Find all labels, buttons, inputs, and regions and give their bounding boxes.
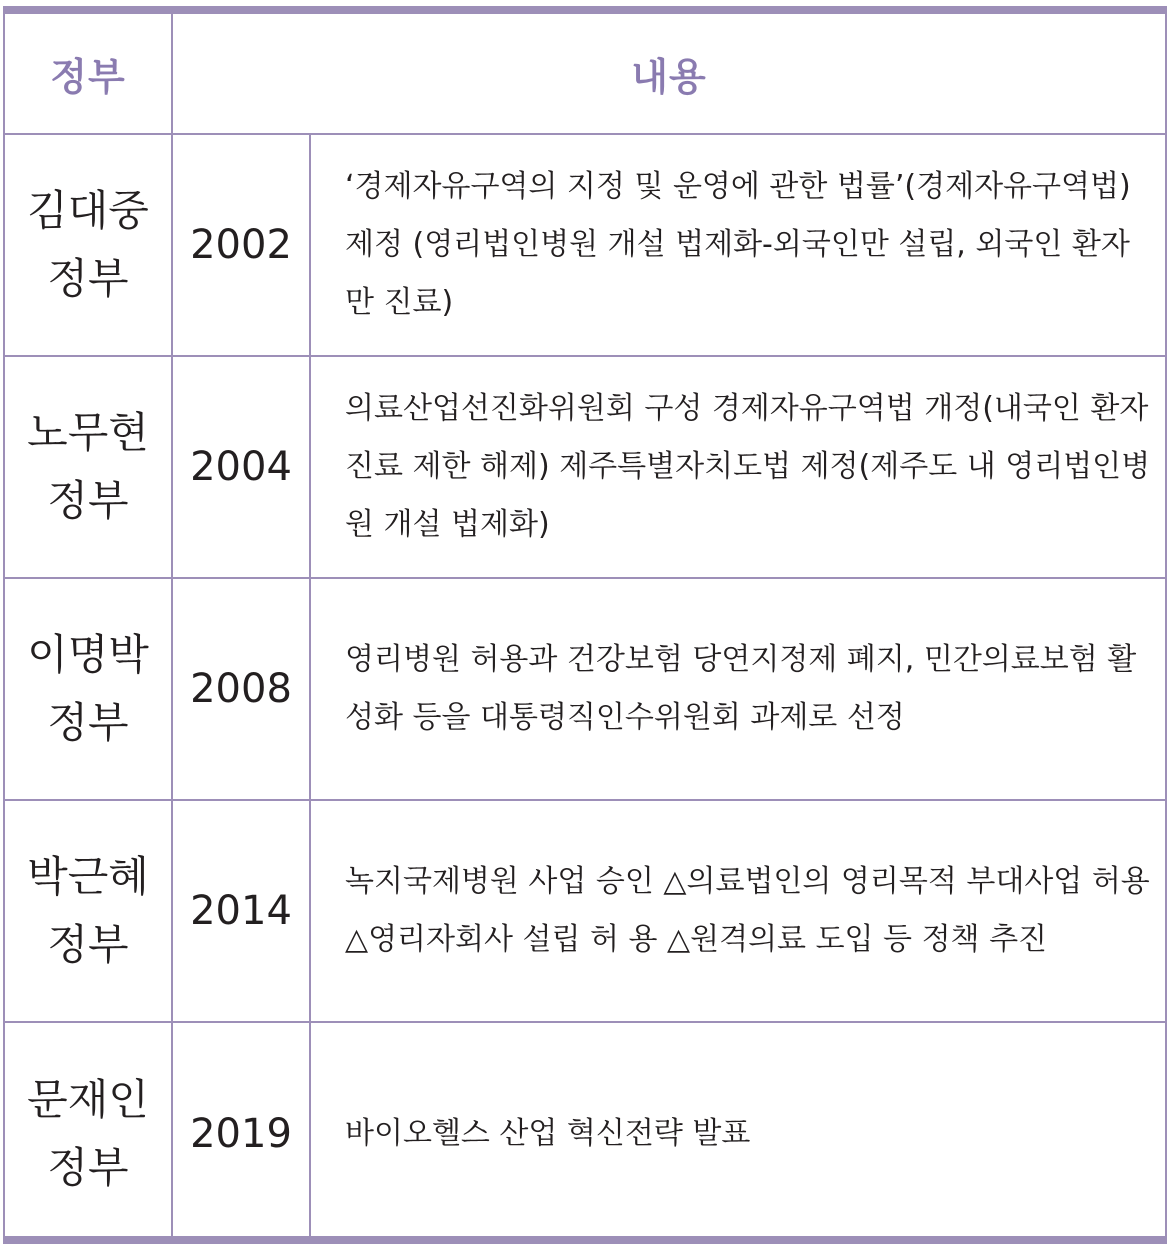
year-cell: 2004 (172, 356, 310, 578)
government-cell (5, 134, 172, 356)
table-row (5, 578, 1165, 800)
government-suffix: 정부 (47, 254, 129, 303)
content-cell: 녹지국제병원 사업 승인 △의료법인의 영리목적 부대사업 허용 △영리자회사 설립 허 용 △원격의료 도입 등 정책 추진 (310, 800, 1165, 1022)
year-cell: 2002 (172, 134, 310, 356)
government-name: 문재인 (27, 1074, 149, 1124)
content-cell: 의료산업선진화위원회 구성 경제자유구역법 개정(내국인 환자 진료 제한 해제) 제주특별자치도법 제정(제주도 내 영리법인병원 개설 법제화) (310, 356, 1165, 578)
government-cell (5, 356, 172, 578)
content-cell: 바이오헬스 산업 혁신전략 발표 (310, 1022, 1165, 1244)
government-name: 박근혜 (27, 852, 149, 901)
government-cell (5, 1022, 172, 1244)
government-suffix: 정부 (47, 476, 129, 525)
policy-table-container (3, 6, 1167, 1244)
year-cell: 2014 (172, 800, 310, 1022)
content-cell: 영리병원 허용과 건강보험 당연지정제 폐지, 민간의료보험 활 성화 등을 대통령직인수위원회 과제로 선정 (310, 578, 1165, 800)
government-name: 이명박 (27, 630, 149, 679)
content-cell: ‘경제자유구역의 지정 및 운영에 관한 법률’(경제자유구역법) 제정 (영리법인병원 개설 법제화-외국인만 설립, 외국인 환자 만 진료) (310, 134, 1165, 356)
table-row (5, 356, 1165, 578)
government-suffix: 정부 (47, 1142, 129, 1192)
table-row (5, 134, 1165, 356)
government-name: 노무현 (27, 408, 149, 457)
table-row (5, 800, 1165, 1022)
government-cell (5, 578, 172, 800)
year-cell: 2019 (172, 1022, 310, 1244)
year-cell: 2008 (172, 578, 310, 800)
header-row (5, 14, 1165, 134)
government-cell (5, 800, 172, 1022)
header-content: 내용 (172, 14, 1165, 134)
policy-table (5, 14, 1165, 1244)
government-suffix: 정부 (47, 920, 129, 969)
government-name: 김대중 (27, 186, 149, 235)
header-government: 정부 (5, 14, 172, 134)
government-suffix: 정부 (47, 698, 129, 747)
table-row (5, 1022, 1165, 1244)
